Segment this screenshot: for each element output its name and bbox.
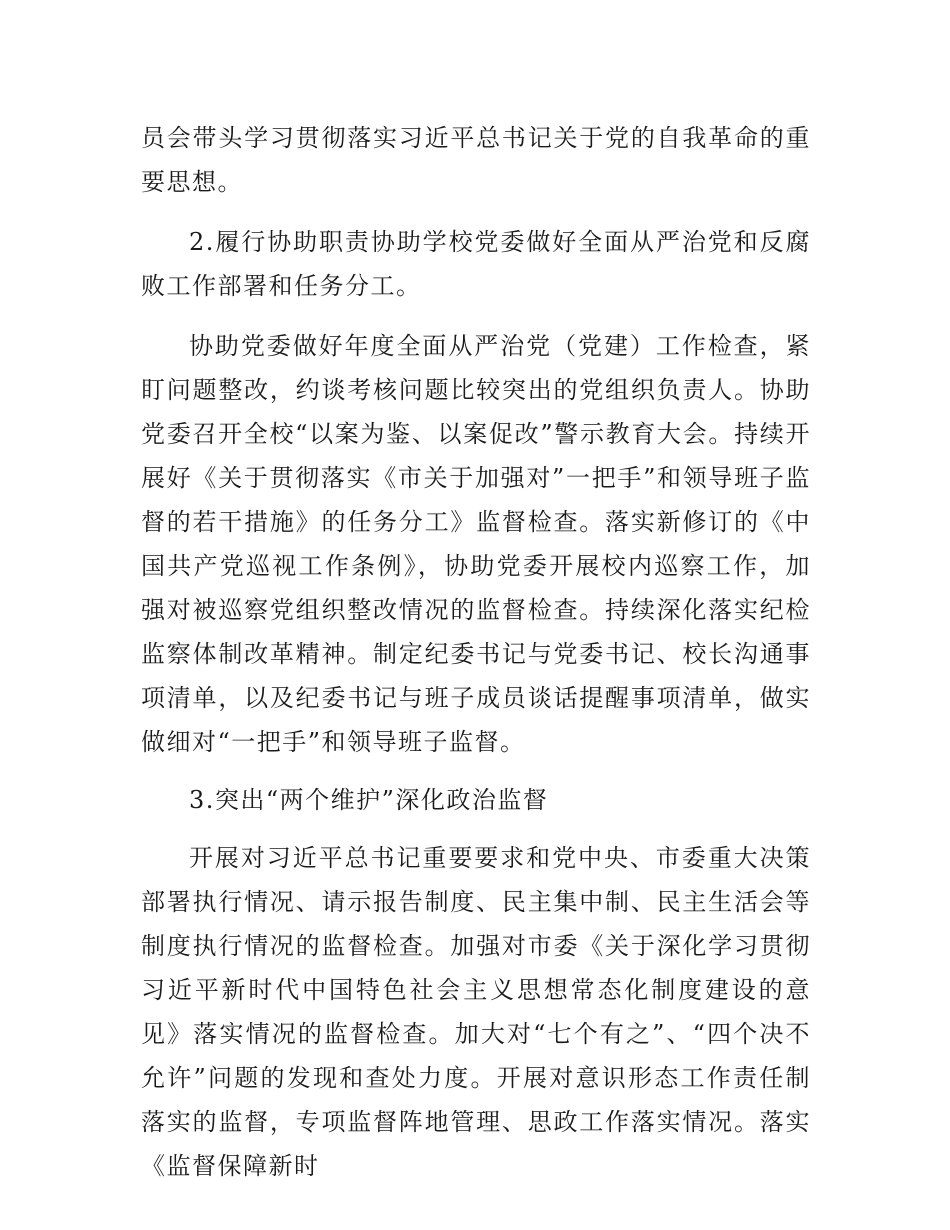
paragraph-item-3-heading: 3.突出“两个维护”深化政治监督 [189, 786, 549, 814]
paragraph-item-3-body: 开展对习近平总书记重要要求和党中央、市委重大决策部署执行情况、请示报告制度、民主集中制、民主生活会等制度执行情况的监督检查。加强对市委《关于深化学习贯彻习近平新时代中国特色社会主义思想常态化制度建设的意见》落实情况的监督检查。加大对“七个有之”、“四个决不允许”问题的发现和查处力度。开展对意识形态工作责任制落实的监督，专项监督阵地管理、思政工作落实情况。落实《监督保障新时 [141, 844, 811, 1180]
document-body [141, 116, 811, 1188]
paragraph-continuation: 员会带头学习贯彻落实习近平总书记关于党的自我革命的重要思想。 [141, 124, 811, 196]
paragraph-item-2-heading: 2.履行协助职责协助学校党委做好全面从严治党和反腐败工作部署和任务分工。 [141, 228, 811, 300]
paragraph-item-2-body: 协助党委做好年度全面从严治党（党建）工作检查，紧盯问题整改，约谈考核问题比较突出的党组织负责人。协助党委召开全校“以案为鉴、以案促改”警示教育大会。持续开展好《关于贯彻落实《市关于加强对”一把手”和领导班子监督的若干措施》的任务分工》监督检查。落实新修订的《中国共产党巡视工作条例》，协助党委开展校内巡察工作，加强对被巡察党组织整改情况的监督检查。持续深化落实纪检监察体制改革精神。制定纪委书记与党委书记、校长沟通事项清单，以及纪委书记与班子成员谈话提醒事项清单，做实做细对“一把手”和领导班子监督。 [141, 332, 811, 756]
